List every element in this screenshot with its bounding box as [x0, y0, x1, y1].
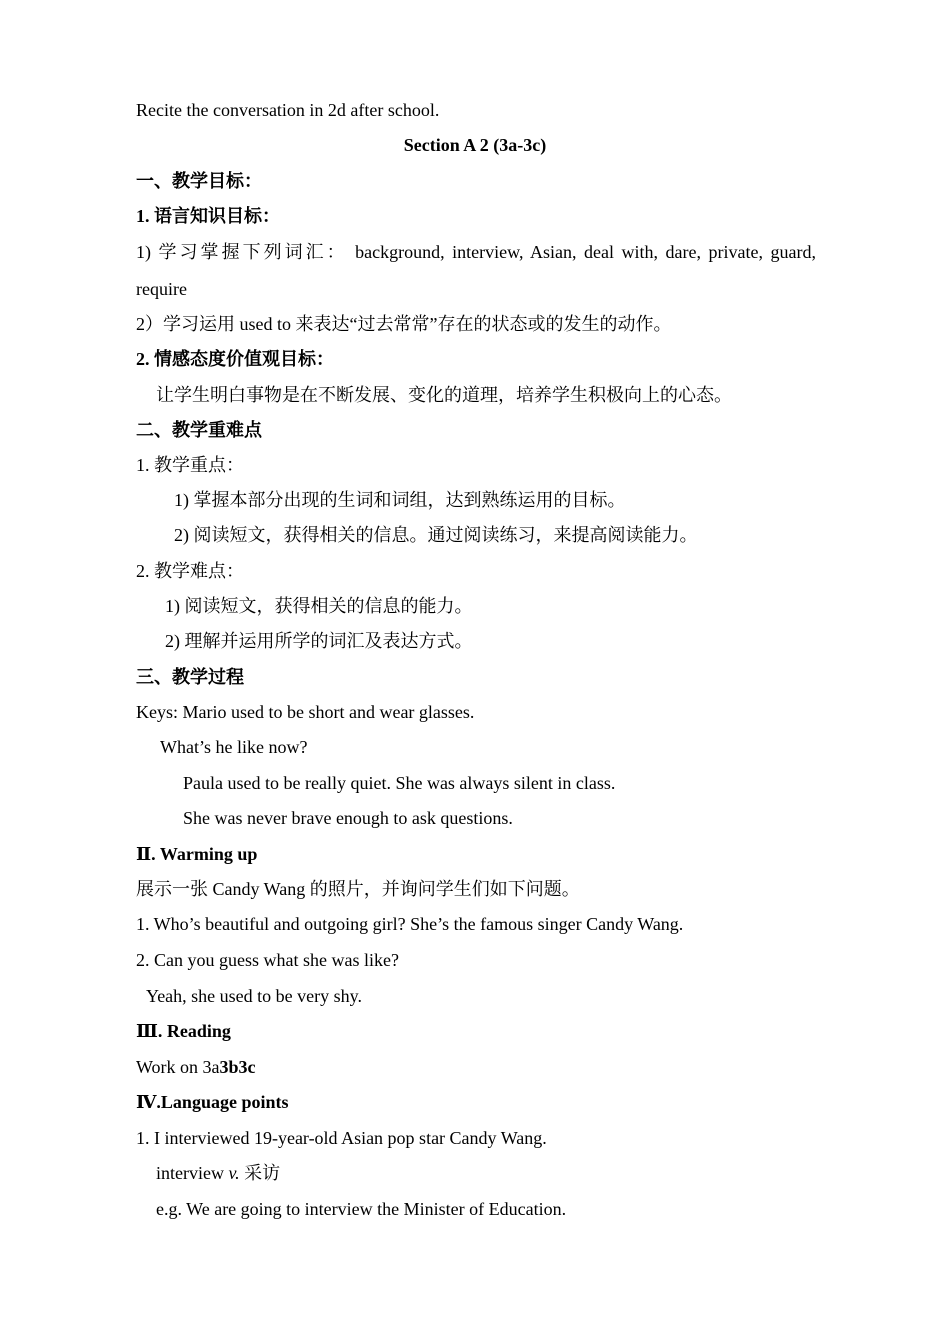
definition-word: interview: [156, 1163, 229, 1183]
keys-line-3: Paula used to be really quiet. She was always silent in class.: [183, 773, 616, 793]
vocabulary-line-continued: require: [136, 279, 187, 299]
section-title: Section A 2 (3a-3c): [403, 135, 547, 155]
key-point-2: 2) 阅读短文，获得相关的信息。通过阅读练习，来提高阅读能力。: [174, 525, 698, 545]
difficult-point-2: 2) 理解并运用所学的词汇及表达方式。: [165, 631, 473, 651]
definition-line: [156, 1161, 280, 1185]
subheading-key-points: 1. 教学重点：: [136, 455, 244, 475]
heading-language-objectives: 1. 语言知识目标：: [136, 206, 280, 226]
reading-task-line: [136, 1055, 256, 1079]
example-sentence: e.g. We are going to interview the Minister of Education.: [156, 1199, 567, 1219]
keys-line-1: Keys: Mario used to be short and wear glasses.: [136, 702, 475, 722]
homework-line: Recite the conversation in 2d after school.: [136, 100, 440, 120]
keys-line-2: What’s he like now?: [160, 737, 308, 757]
reading-task-prefix: Work on 3a: [136, 1057, 220, 1077]
keys-line-4: She was never brave enough to ask questions.: [183, 808, 513, 828]
reading-task-suffix: 3b3c: [219, 1057, 256, 1077]
heading-reading: Ⅲ. Reading: [136, 1021, 231, 1041]
heading-teaching-objectives: 一、教学目标：: [136, 171, 262, 191]
warming-up-question-2: 2. Can you guess what she was like?: [136, 950, 399, 970]
vocabulary-line: 1) 学习掌握下列词汇： background, interview, Asian, deal with, dare, private, guard,: [136, 242, 816, 262]
subheading-difficult-points: 2. 教学难点：: [136, 561, 244, 581]
heading-warming-up: Ⅱ. Warming up: [136, 844, 258, 864]
definition-pos: v.: [228, 1163, 240, 1183]
definition-meaning: 采访: [239, 1163, 281, 1183]
heading-language-points: Ⅳ.Language points: [136, 1092, 289, 1112]
emotional-objective-text: 让学生明白事物是在不断发展、变化的道理，培养学生积极向上的心态。: [156, 385, 732, 405]
language-point-1: 1. I interviewed 19-year-old Asian pop star Candy Wang.: [136, 1128, 547, 1148]
difficult-point-1: 1) 阅读短文，获得相关的信息的能力。: [165, 596, 473, 616]
heading-key-points: 二、教学重难点: [136, 420, 262, 440]
heading-emotional-objectives: 2. 情感态度价值观目标：: [136, 349, 334, 369]
used-to-objective: 2）学习运用 used to 来表达“过去常常”存在的状态或的发生的动作。: [136, 314, 672, 334]
heading-teaching-process: 三、教学过程: [136, 667, 244, 687]
warming-up-instruction: 展示一张 Candy Wang 的照片，并询问学生们如下问题。: [136, 879, 580, 899]
warming-up-question-1: 1. Who’s beautiful and outgoing girl? She’s the famous singer Candy Wang.: [136, 914, 684, 934]
key-point-1: 1) 掌握本部分出现的生词和词组，达到熟练运用的目标。: [174, 490, 626, 510]
warming-up-answer-2: Yeah, she used to be very shy.: [146, 986, 362, 1006]
